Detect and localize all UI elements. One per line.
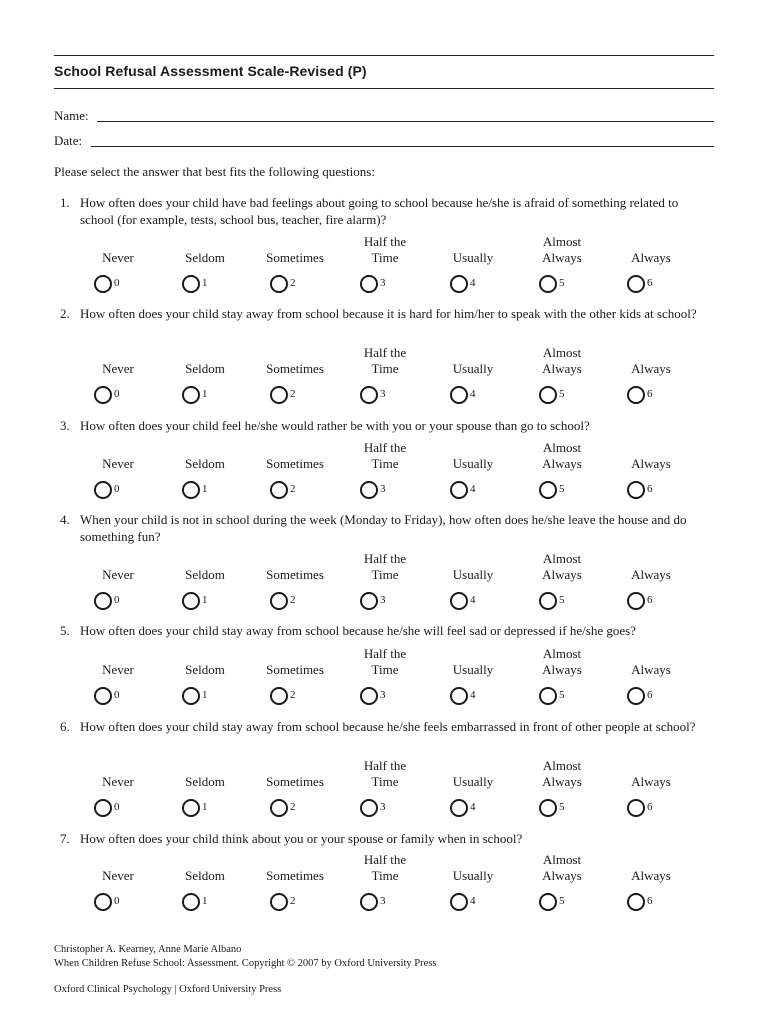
scale-label-line1: Half the (363, 852, 407, 867)
question-text: How often does your child think about you or your spouse or family when in school? (80, 831, 523, 846)
scale-label-line1 (603, 852, 699, 868)
radio-circle[interactable] (94, 275, 112, 293)
scale-label-line2: Always (631, 774, 671, 789)
scale-label-line1 (425, 234, 521, 250)
radio-circle[interactable] (539, 893, 557, 911)
title-rule (54, 88, 714, 89)
scale-label-line1 (70, 758, 166, 774)
radio-circle[interactable] (360, 799, 378, 817)
scale-label-line2: Sometimes (266, 662, 324, 677)
scale-label-line1 (603, 440, 699, 456)
radio-circle[interactable] (539, 799, 557, 817)
scale-label-line1 (157, 646, 253, 662)
radio-circle[interactable] (270, 687, 288, 705)
scale-label-line2: Never (102, 456, 134, 471)
scale-label-line1 (425, 440, 521, 456)
scale-label-line1 (70, 551, 166, 567)
radio-circle[interactable] (539, 687, 557, 705)
radio-circle[interactable] (360, 893, 378, 911)
scale-label (425, 551, 521, 583)
scale-label-line1: Half the (363, 234, 407, 249)
scale-label-line2: Seldom (185, 250, 225, 265)
scale-label (247, 646, 343, 678)
option-value: 0 (114, 895, 120, 907)
scale-label-line2: Seldom (185, 456, 225, 471)
option-value: 5 (559, 801, 565, 813)
scale-label (337, 551, 433, 583)
radio-circle[interactable] (627, 592, 645, 610)
scale-label-line2: Time (371, 567, 399, 582)
option-value: 5 (559, 895, 565, 907)
scale-label (70, 345, 166, 377)
radio-circle[interactable] (94, 893, 112, 911)
option-value: 2 (290, 895, 296, 907)
scale-label (337, 440, 433, 472)
scale-label-line2: Always (542, 456, 582, 471)
radio-circle[interactable] (539, 481, 557, 499)
scale-label (514, 852, 610, 884)
option-value: 1 (202, 689, 208, 701)
scale-label-line1: Almost (542, 646, 582, 661)
scale-label (157, 345, 253, 377)
scale-label-line1 (157, 852, 253, 868)
option-value: 1 (202, 801, 208, 813)
scale-label (70, 551, 166, 583)
scale-label-line2: Usually (452, 567, 494, 582)
question-number: 5. (60, 623, 70, 638)
scale-label-line2: Usually (452, 250, 494, 265)
radio-circle[interactable] (627, 275, 645, 293)
scale-label-line1 (157, 758, 253, 774)
question-number: 6. (60, 719, 70, 734)
scale-label-line1: Half the (363, 758, 407, 773)
scale-label-line1 (603, 234, 699, 250)
scale-label-line2: Always (631, 361, 671, 376)
option-value: 6 (647, 277, 653, 289)
name-field[interactable] (97, 121, 714, 122)
question-number: 1. (60, 195, 70, 210)
scale-label-line2: Sometimes (266, 868, 324, 883)
scale-label (425, 440, 521, 472)
radio-circle[interactable] (360, 275, 378, 293)
radio-circle[interactable] (94, 592, 112, 610)
scale-label (337, 234, 433, 266)
scale-label (603, 234, 699, 266)
option-value: 4 (470, 801, 476, 813)
option-value: 6 (647, 895, 653, 907)
scale-label (514, 551, 610, 583)
scale-label (425, 345, 521, 377)
radio-circle[interactable] (627, 481, 645, 499)
option-value: 4 (470, 594, 476, 606)
question-number: 7. (60, 831, 70, 846)
scale-label-line1 (425, 646, 521, 662)
radio-circle[interactable] (450, 275, 468, 293)
option-value: 4 (470, 895, 476, 907)
option-value: 1 (202, 594, 208, 606)
scale-label-line1 (603, 551, 699, 567)
scale-label (603, 758, 699, 790)
radio-circle[interactable] (450, 592, 468, 610)
option-value: 0 (114, 801, 120, 813)
scale-label (603, 551, 699, 583)
scale-label-line1 (247, 758, 343, 774)
radio-circle[interactable] (94, 386, 112, 404)
scale-label-line2: Always (542, 361, 582, 376)
scale-label (603, 440, 699, 472)
option-value: 6 (647, 594, 653, 606)
scale-label-line2: Usually (452, 868, 494, 883)
radio-circle[interactable] (360, 687, 378, 705)
option-value: 5 (559, 689, 565, 701)
scale-label-line2: Time (371, 456, 399, 471)
option-value: 0 (114, 388, 120, 400)
scale-label-line2: Time (371, 361, 399, 376)
scale-label (337, 852, 433, 884)
scale-label-line2: Seldom (185, 774, 225, 789)
scale-label-line2: Time (371, 250, 399, 265)
scale-label (603, 345, 699, 377)
scale-label-line2: Always (542, 868, 582, 883)
radio-circle[interactable] (270, 386, 288, 404)
option-value: 2 (290, 483, 296, 495)
radio-circle[interactable] (539, 386, 557, 404)
scale-label-line2: Always (542, 250, 582, 265)
option-value: 0 (114, 689, 120, 701)
option-value: 3 (380, 277, 386, 289)
radio-circle[interactable] (270, 481, 288, 499)
scale-label (157, 852, 253, 884)
scale-label-line2: Sometimes (266, 250, 324, 265)
option-value: 4 (470, 277, 476, 289)
scale-label (425, 758, 521, 790)
scale-label-line1 (157, 440, 253, 456)
scale-label-line1: Half the (363, 345, 407, 360)
radio-circle[interactable] (270, 275, 288, 293)
scale-label-line2: Never (102, 774, 134, 789)
scale-label-line2: Always (631, 250, 671, 265)
scale-label (247, 440, 343, 472)
scale-label-line1 (247, 440, 343, 456)
question-text: How often does your child stay away from school because he/she will feel sad or depressed if he/she goes? (80, 623, 636, 638)
option-value: 5 (559, 594, 565, 606)
scale-label-line2: Seldom (185, 662, 225, 677)
scale-label (425, 234, 521, 266)
footer-publisher: Oxford Clinical Psychology | Oxford University Press (54, 984, 282, 995)
scale-label-line2: Always (631, 567, 671, 582)
radio-circle[interactable] (360, 592, 378, 610)
scale-label (337, 345, 433, 377)
answer-scale (54, 234, 714, 294)
scale-label-line2: Always (631, 868, 671, 883)
radio-circle[interactable] (627, 687, 645, 705)
scale-label (247, 345, 343, 377)
scale-label (157, 551, 253, 583)
scale-label-line2: Sometimes (266, 361, 324, 376)
scale-label (337, 758, 433, 790)
option-value: 6 (647, 689, 653, 701)
scale-label-line1: Almost (542, 234, 582, 249)
scale-label-line1 (70, 345, 166, 361)
scale-label-line1 (603, 345, 699, 361)
option-value: 5 (559, 483, 565, 495)
scale-label-line1 (157, 234, 253, 250)
scale-label (157, 440, 253, 472)
answer-scale (54, 646, 714, 706)
radio-circle[interactable] (94, 799, 112, 817)
scale-label (157, 758, 253, 790)
option-value: 6 (647, 801, 653, 813)
scale-label-line2: Always (631, 456, 671, 471)
scale-label-line1: Half the (363, 440, 407, 455)
scale-label-line2: Sometimes (266, 774, 324, 789)
option-value: 2 (290, 801, 296, 813)
scale-label-line2: Usually (452, 662, 494, 677)
scale-label-line2: Seldom (185, 567, 225, 582)
radio-circle[interactable] (270, 799, 288, 817)
scale-label (247, 758, 343, 790)
scale-label (514, 758, 610, 790)
question-text: How often does your child feel he/she would rather be with you or your spouse than go to school? (80, 418, 590, 433)
radio-circle[interactable] (539, 592, 557, 610)
answer-scale (54, 551, 714, 611)
scale-label-line2: Never (102, 250, 134, 265)
footer-authors: Christopher A. Kearney, Anne Marie Albano (54, 944, 242, 955)
option-value: 0 (114, 483, 120, 495)
scale-label-line1 (70, 646, 166, 662)
scale-label-line2: Always (542, 774, 582, 789)
option-value: 3 (380, 594, 386, 606)
scale-label-line2: Seldom (185, 868, 225, 883)
option-value: 3 (380, 388, 386, 400)
scale-label-line2: Never (102, 361, 134, 376)
radio-circle[interactable] (182, 386, 200, 404)
option-value: 1 (202, 895, 208, 907)
option-value: 4 (470, 388, 476, 400)
footer-copyright: When Children Refuse School: Assessment. Copyright © 2007 by Oxford University Press (54, 958, 437, 969)
option-value: 1 (202, 483, 208, 495)
radio-circle[interactable] (182, 592, 200, 610)
form-title: School Refusal Assessment Scale-Revised (P) (54, 63, 367, 79)
radio-circle[interactable] (94, 481, 112, 499)
scale-label-line1 (247, 551, 343, 567)
radio-circle[interactable] (182, 481, 200, 499)
scale-label (425, 852, 521, 884)
option-value: 4 (470, 689, 476, 701)
scale-label (514, 440, 610, 472)
radio-circle[interactable] (182, 799, 200, 817)
radio-circle[interactable] (627, 386, 645, 404)
scale-label-line1 (157, 551, 253, 567)
radio-circle[interactable] (450, 386, 468, 404)
scale-label (70, 852, 166, 884)
scale-label-line2: Always (542, 662, 582, 677)
radio-circle[interactable] (270, 592, 288, 610)
scale-label-line2: Never (102, 567, 134, 582)
scale-label (70, 234, 166, 266)
radio-circle[interactable] (450, 687, 468, 705)
radio-circle[interactable] (360, 386, 378, 404)
answer-scale (54, 758, 714, 818)
question-text: How often does your child stay away from school because he/she feels embarrassed in front of other people at school? (80, 719, 696, 734)
scale-label (70, 646, 166, 678)
scale-label (70, 758, 166, 790)
scale-label-line1 (425, 758, 521, 774)
scale-label-line1 (425, 852, 521, 868)
scale-label-line2: Sometimes (266, 567, 324, 582)
radio-circle[interactable] (450, 799, 468, 817)
scale-label-line2: Usually (452, 361, 494, 376)
name-label: Name: (54, 108, 89, 123)
instructions: Please select the answer that best fits the following questions: (54, 164, 375, 179)
scale-label (247, 234, 343, 266)
scale-label (514, 646, 610, 678)
scale-label-line1: Almost (542, 345, 582, 360)
scale-label (425, 646, 521, 678)
scale-label-line2: Time (371, 774, 399, 789)
option-value: 1 (202, 388, 208, 400)
option-value: 1 (202, 277, 208, 289)
scale-label-line1 (603, 758, 699, 774)
scale-label-line1 (425, 345, 521, 361)
option-value: 3 (380, 483, 386, 495)
date-label: Date: (54, 133, 83, 148)
scale-label-line1 (247, 345, 343, 361)
radio-circle[interactable] (182, 893, 200, 911)
scale-label-line2: Never (102, 662, 134, 677)
scale-label-line2: Usually (452, 456, 494, 471)
question-text: How often does your child have bad feelings about going to school because he/she is afraid of something related to school (for example, tests, school bus, teacher, fire alarm)? (80, 195, 679, 227)
scale-label-line1 (425, 551, 521, 567)
scale-label (603, 646, 699, 678)
radio-circle[interactable] (94, 687, 112, 705)
radio-circle[interactable] (182, 687, 200, 705)
scale-label-line1: Half the (363, 646, 407, 661)
scale-label (70, 440, 166, 472)
question-number: 2. (60, 306, 70, 321)
scale-label (157, 646, 253, 678)
scale-label (157, 234, 253, 266)
scale-label-line1 (247, 646, 343, 662)
scale-label (247, 852, 343, 884)
option-value: 2 (290, 689, 296, 701)
option-value: 5 (559, 388, 565, 400)
scale-label-line1: Almost (542, 551, 582, 566)
scale-label-line1: Almost (542, 852, 582, 867)
answer-scale (54, 345, 714, 405)
scale-label-line2: Never (102, 868, 134, 883)
answer-scale (54, 440, 714, 500)
radio-circle[interactable] (627, 799, 645, 817)
option-value: 0 (114, 277, 120, 289)
scale-label-line2: Always (542, 567, 582, 582)
scale-label-line2: Time (371, 868, 399, 883)
option-value: 6 (647, 388, 653, 400)
scale-label-line1 (157, 345, 253, 361)
scale-label-line2: Usually (452, 774, 494, 789)
scale-label-line1 (70, 440, 166, 456)
option-value: 2 (290, 388, 296, 400)
scale-label-line1: Almost (542, 758, 582, 773)
radio-circle[interactable] (627, 893, 645, 911)
scale-label-line1: Half the (363, 551, 407, 566)
scale-label (247, 551, 343, 583)
radio-circle[interactable] (450, 893, 468, 911)
scale-label-line1 (247, 852, 343, 868)
option-value: 3 (380, 689, 386, 701)
option-value: 0 (114, 594, 120, 606)
scale-label (514, 345, 610, 377)
question-text: When your child is not in school during the week (Monday to Friday), how often does he/she leave the house and do something fun? (80, 512, 687, 544)
question-number: 4. (60, 512, 70, 527)
question-text: How often does your child stay away from school because it is hard for him/her to speak with the other kids at school? (80, 306, 697, 321)
scale-label (514, 234, 610, 266)
option-value: 2 (290, 277, 296, 289)
scale-label-line2: Sometimes (266, 456, 324, 471)
scale-label-line2: Time (371, 662, 399, 677)
scale-label-line1 (247, 234, 343, 250)
option-value: 6 (647, 483, 653, 495)
scale-label-line2: Always (631, 662, 671, 677)
radio-circle[interactable] (182, 275, 200, 293)
radio-circle[interactable] (450, 481, 468, 499)
radio-circle[interactable] (360, 481, 378, 499)
radio-circle[interactable] (539, 275, 557, 293)
scale-label (337, 646, 433, 678)
top-rule (54, 55, 714, 56)
scale-label-line1 (603, 646, 699, 662)
scale-label-line1 (70, 234, 166, 250)
scale-label-line2: Seldom (185, 361, 225, 376)
scale-label-line1: Almost (542, 440, 582, 455)
scale-label-line1 (70, 852, 166, 868)
date-field[interactable] (91, 146, 714, 147)
question-number: 3. (60, 418, 70, 433)
option-value: 4 (470, 483, 476, 495)
option-value: 5 (559, 277, 565, 289)
option-value: 3 (380, 801, 386, 813)
scale-label (603, 852, 699, 884)
answer-scale (54, 852, 714, 912)
option-value: 3 (380, 895, 386, 907)
radio-circle[interactable] (270, 893, 288, 911)
option-value: 2 (290, 594, 296, 606)
